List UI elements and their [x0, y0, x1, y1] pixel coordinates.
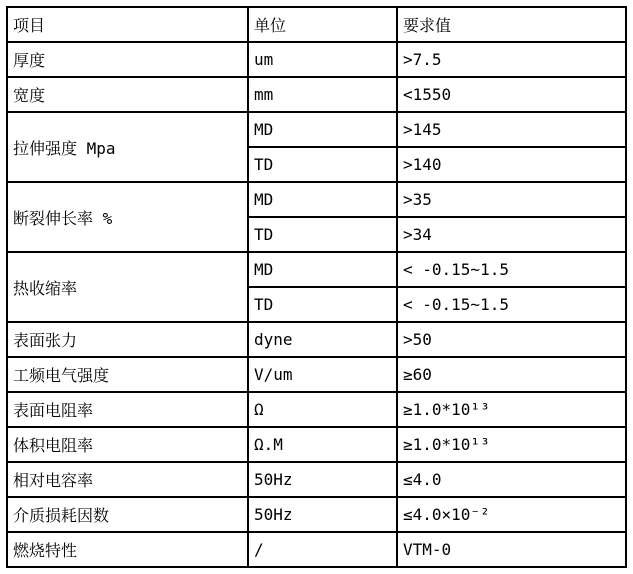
unit-cell: dyne	[248, 322, 397, 357]
item-cell: 断裂伸长率 %	[7, 182, 248, 252]
item-cell: 宽度	[7, 77, 248, 112]
value-cell: ≤4.0×10⁻²	[397, 497, 626, 532]
value-cell: ≥1.0*10¹³	[397, 392, 626, 427]
item-cell: 燃烧特性	[7, 532, 248, 567]
value-cell: >50	[397, 322, 626, 357]
table-row	[7, 112, 626, 147]
value-cell: >35	[397, 182, 626, 217]
item-cell: 工频电气强度	[7, 357, 248, 392]
header-row	[7, 7, 626, 42]
unit-cell: V/um	[248, 357, 397, 392]
table-row	[7, 357, 626, 392]
table-row	[7, 427, 626, 462]
unit-cell: mm	[248, 77, 397, 112]
value-cell: VTM-0	[397, 532, 626, 567]
value-cell: ≤4.0	[397, 462, 626, 497]
unit-cell: 50Hz	[248, 497, 397, 532]
table-row	[7, 497, 626, 532]
unit-cell: TD	[248, 287, 397, 322]
header-value: 要求值	[397, 7, 626, 42]
unit-cell: um	[248, 42, 397, 77]
item-cell: 表面电阻率	[7, 392, 248, 427]
value-cell: >34	[397, 217, 626, 252]
item-cell: 相对电容率	[7, 462, 248, 497]
unit-cell: /	[248, 532, 397, 567]
value-cell: >140	[397, 147, 626, 182]
table-row	[7, 392, 626, 427]
unit-cell: TD	[248, 147, 397, 182]
value-cell: < -0.15~1.5	[397, 287, 626, 322]
table-row	[7, 322, 626, 357]
unit-cell: Ω.M	[248, 427, 397, 462]
table-row	[7, 532, 626, 567]
value-cell: >7.5	[397, 42, 626, 77]
unit-cell: MD	[248, 252, 397, 287]
header-item: 项目	[7, 7, 248, 42]
table-row	[7, 462, 626, 497]
unit-cell: Ω	[248, 392, 397, 427]
table-row	[7, 182, 626, 217]
header-unit: 单位	[248, 7, 397, 42]
item-cell: 拉伸强度 Mpa	[7, 112, 248, 182]
value-cell: ≥60	[397, 357, 626, 392]
value-cell: <1550	[397, 77, 626, 112]
value-cell: < -0.15~1.5	[397, 252, 626, 287]
item-cell: 热收缩率	[7, 252, 248, 322]
value-cell: >145	[397, 112, 626, 147]
table-row	[7, 252, 626, 287]
spec-table	[6, 6, 627, 568]
item-cell: 表面张力	[7, 322, 248, 357]
unit-cell: MD	[248, 112, 397, 147]
unit-cell: MD	[248, 182, 397, 217]
unit-cell: TD	[248, 217, 397, 252]
value-cell: ≥1.0*10¹³	[397, 427, 626, 462]
item-cell: 介质损耗因数	[7, 497, 248, 532]
unit-cell: 50Hz	[248, 462, 397, 497]
table-row	[7, 42, 626, 77]
item-cell: 厚度	[7, 42, 248, 77]
table-row	[7, 77, 626, 112]
item-cell: 体积电阻率	[7, 427, 248, 462]
